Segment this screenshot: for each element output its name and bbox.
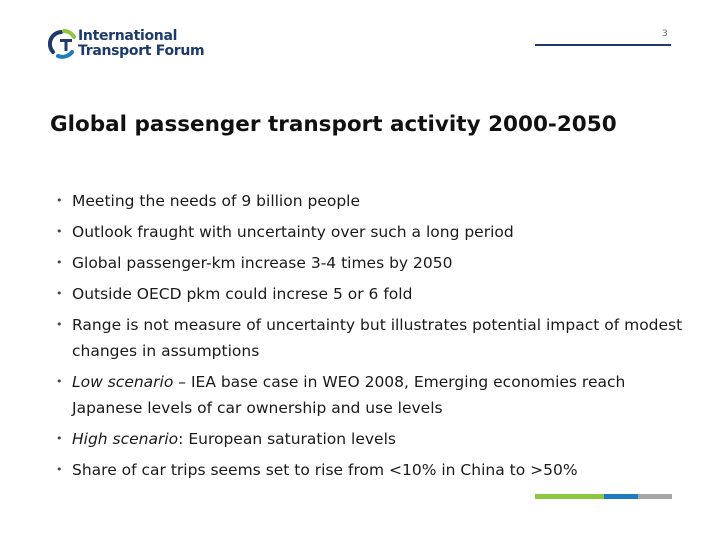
bullet-item: [56, 188, 696, 214]
bullet-text: Outlook fraught with uncertainty over such a long period: [72, 223, 514, 241]
bullet-item: [56, 312, 696, 364]
logo-line-1: International: [78, 28, 178, 44]
bullet-dot-icon: •: [56, 432, 63, 445]
bullet-item: [56, 281, 696, 307]
page-number: 3: [662, 29, 668, 39]
bullet-text: Outside OECD pkm could increse 5 or 6 fold: [72, 285, 413, 303]
logo-line-2: Transport Forum: [78, 43, 205, 59]
footer-bar-grey: [638, 494, 672, 499]
logo-wordmark: [78, 29, 204, 59]
bullet-text: Share of car trips seems set to rise from <10% in China to >50%: [72, 461, 578, 479]
bullet-item: [56, 369, 696, 421]
bullet-text: – IEA base case in WEO 2008, Emerging economies reach Japanese levels of car ownership and use levels: [72, 373, 626, 417]
bullet-dot-icon: •: [56, 287, 63, 300]
bullet-item: [56, 219, 696, 245]
bullet-text: : European saturation levels: [178, 430, 396, 448]
slide-title: Global passenger transport activity 2000-2050: [50, 112, 617, 137]
bullet-text: Range is not measure of uncertainty but illustrates potential impact of modest changes in assumptions: [72, 316, 683, 360]
itf-logo: [48, 28, 205, 62]
bullet-dot-icon: •: [56, 225, 63, 238]
bullet-emphasis: High scenario: [72, 430, 179, 448]
footer-bar-blue: [604, 494, 638, 499]
bullet-dot-icon: •: [56, 463, 63, 476]
bullet-item: [56, 250, 696, 276]
bullet-dot-icon: •: [56, 256, 63, 269]
bullet-item: [56, 457, 696, 483]
bullet-text: Meeting the needs of 9 billion people: [72, 192, 361, 210]
bullet-dot-icon: •: [56, 318, 63, 331]
bullet-dot-icon: •: [56, 194, 63, 207]
itf-logo-icon: [48, 28, 78, 60]
bullet-dot-icon: •: [56, 375, 63, 388]
footer-bar-green: [535, 494, 604, 499]
bullet-list: [56, 188, 696, 488]
bullet-emphasis: Low scenario: [72, 373, 174, 391]
header-rule: [535, 44, 671, 46]
bullet-text: Global passenger-km increase 3-4 times by 2050: [72, 254, 453, 272]
bullet-item: [56, 426, 696, 452]
